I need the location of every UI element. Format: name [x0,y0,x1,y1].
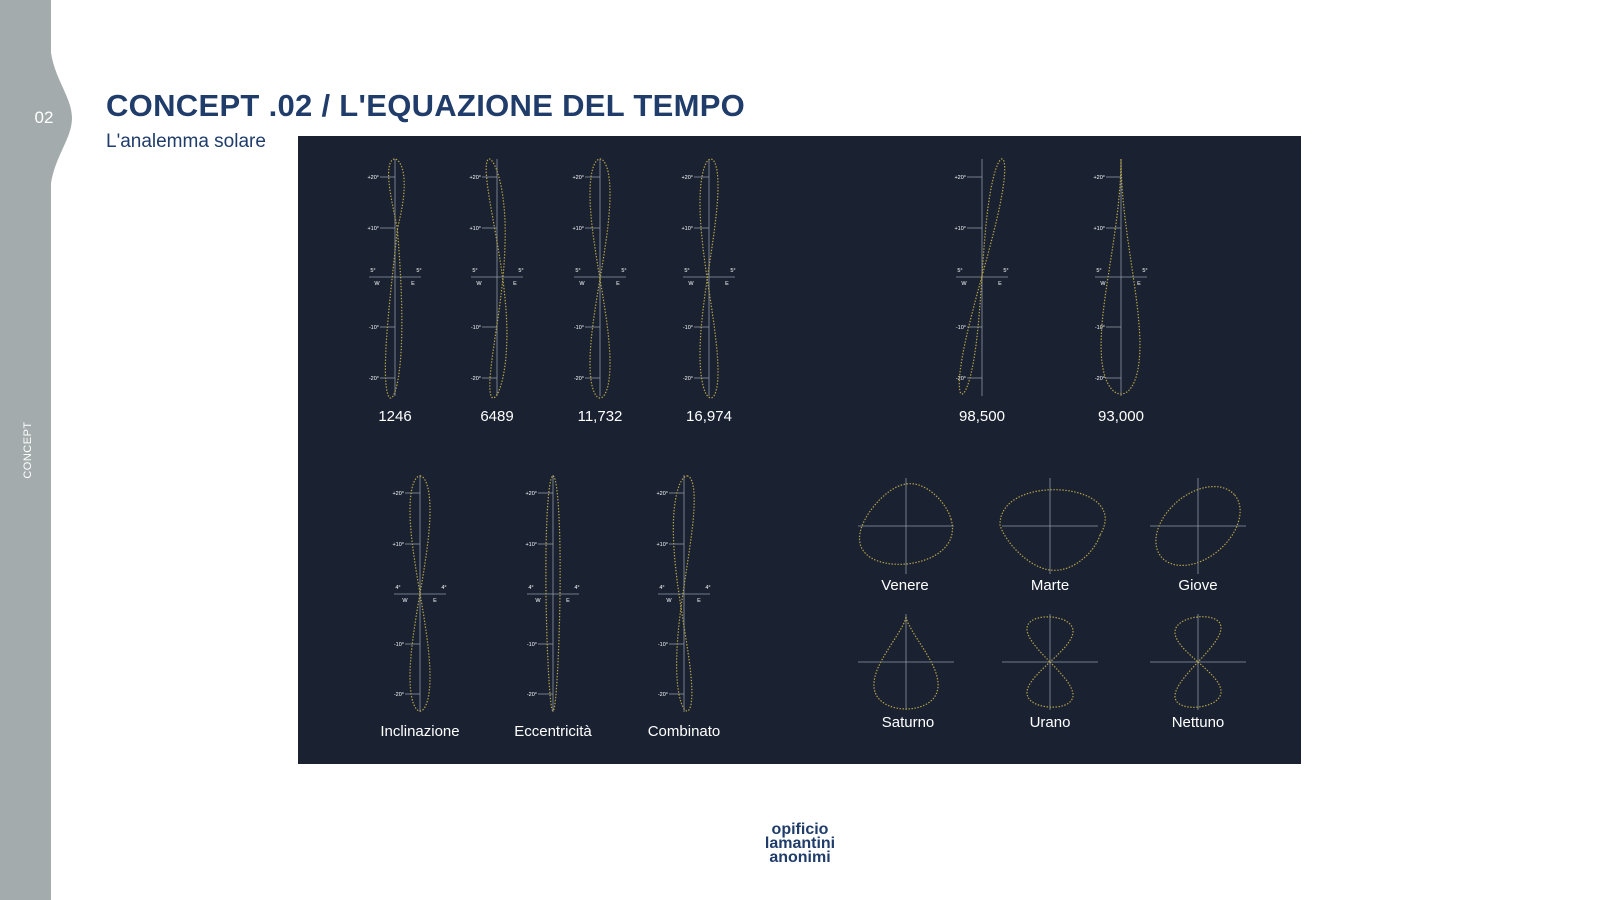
top-analemma-6-east-label: E [1137,281,1141,287]
planet-label: Giove [1178,577,1218,594]
section-label: CONCEPT [22,421,34,479]
top-analemma-1-tick-label: -10° [368,325,379,331]
page-subtitle: L'analemma solare [106,131,266,152]
top-analemma-3-tick-label: -10° [573,325,584,331]
top-analemma-2-ew-tick-w: 5° [472,268,478,274]
component-analemma-label: Combinato [647,723,721,740]
top-analemma-label: 93,000 [1098,408,1144,425]
top-analemma-3-tick-label: +20° [572,175,584,181]
top-analemma-label: 1246 [378,408,412,425]
top-analemma-2-east-label: E [513,281,517,287]
component-analemma-1-ew-tick-w: 4° [395,585,401,591]
top-analemma-6-ew-tick-w: 5° [1096,268,1102,274]
component-analemma-2-tick-label: +10° [525,542,537,548]
top-analemma-1-tick-label: +10° [367,226,379,232]
component-analemma-1-tick-label: +20° [392,491,404,497]
component-analemma-1-east-label: E [433,598,437,604]
top-analemma-3-east-label: E [616,281,620,287]
planet-label: Saturno [881,714,935,731]
planet-label: Urano [1029,714,1071,731]
top-analemma-6-tick-label: +10° [1093,226,1105,232]
top-analemma-4-west-label: W [688,281,694,287]
top-analemma-5-ew-tick-w: 5° [957,268,963,274]
logo-line-1: opificio [771,821,829,838]
top-analemma-1-ew-tick-w: 5° [370,268,376,274]
component-analemma-1-west-label: W [402,598,408,604]
logo [750,823,850,865]
top-analemma-2-tick-label: -10° [470,325,481,331]
top-analemma-6-ew-tick-e: 5° [1142,268,1148,274]
top-analemma-6-tick-label: -20° [1094,376,1105,382]
top-analemma-label: 11,732 [577,408,623,425]
top-analemma-1-ew-tick-e: 5° [416,268,422,274]
component-analemma-2-east-label: E [566,598,570,604]
page-title: CONCEPT .02 / L'EQUAZIONE DEL TEMPO [106,88,746,123]
top-analemma-3-ew-tick-w: 5° [575,268,581,274]
top-analemma-1-tick-label: -20° [368,376,379,382]
component-analemma-3-ew-tick-w: 4° [659,585,665,591]
component-analemma-3-west-label: W [666,598,672,604]
top-analemma-3-tick-label: +10° [572,226,584,232]
top-analemma-4-tick-label: +10° [681,226,693,232]
top-analemma-2-ew-tick-e: 5° [518,268,524,274]
top-analemma-5-tick-label: +20° [954,175,966,181]
figure-background [298,136,1301,764]
top-analemma-6-tick-label: -10° [1094,325,1105,331]
component-analemma-label: Eccentricità [514,723,592,740]
component-analemma-3-tick-label: +10° [656,542,668,548]
top-analemma-3-west-label: W [579,281,585,287]
top-analemma-4-tick-label: +20° [681,175,693,181]
component-analemma-3-tick-label: -20° [657,692,668,698]
top-analemma-label: 16,974 [686,408,732,425]
component-analemma-label: Inclinazione [380,723,460,740]
component-analemma-1-ew-tick-e: 4° [441,585,447,591]
component-analemma-2-tick-label: +20° [525,491,537,497]
top-analemma-1-tick-label: +20° [367,175,379,181]
top-analemma-2-tick-label: +20° [469,175,481,181]
top-analemma-label: 98,500 [959,408,1005,425]
top-analemma-3-ew-tick-e: 5° [621,268,627,274]
top-analemma-3-tick-label: -20° [573,376,584,382]
top-analemma-2-tick-label: -20° [470,376,481,382]
planet-label: Nettuno [1171,714,1225,731]
top-analemma-2-tick-label: +10° [469,226,481,232]
planet-label: Venere [881,577,929,594]
top-analemma-4-ew-tick-e: 5° [730,268,736,274]
top-analemma-1-west-label: W [374,281,380,287]
component-analemma-2-ew-tick-e: 4° [574,585,580,591]
component-analemma-3-tick-label: +20° [656,491,668,497]
sidebar-tab [0,0,80,900]
page-number: 02 [34,108,54,127]
top-analemma-5-east-label: E [998,281,1002,287]
top-analemma-1-east-label: E [411,281,415,287]
planet-label: Marte [1030,577,1070,594]
top-analemma-4-tick-label: -20° [682,376,693,382]
top-analemma-5-tick-label: +10° [954,226,966,232]
top-analemma-4-tick-label: -10° [682,325,693,331]
analemma-figure [298,136,1301,764]
top-analemma-4-east-label: E [725,281,729,287]
logo-line-2: lamantini [764,835,836,852]
logo-line-3: anonimi [769,849,831,866]
component-analemma-2-ew-tick-w: 4° [528,585,534,591]
top-analemma-5-tick-label: -20° [955,376,966,382]
top-analemma-6-tick-label: +20° [1093,175,1105,181]
top-analemma-4-ew-tick-w: 5° [684,268,690,274]
component-analemma-2-tick-label: -10° [526,642,537,648]
top-analemma-5-west-label: W [961,281,967,287]
component-analemma-1-tick-label: -10° [393,642,404,648]
component-analemma-1-tick-label: -20° [393,692,404,698]
top-analemma-label: 6489 [480,408,514,425]
component-analemma-1-tick-label: +10° [392,542,404,548]
component-analemma-2-west-label: W [535,598,541,604]
component-analemma-3-ew-tick-e: 4° [705,585,711,591]
top-analemma-2-west-label: W [476,281,482,287]
component-analemma-3-tick-label: -10° [657,642,668,648]
component-analemma-3-east-label: E [697,598,701,604]
top-analemma-5-tick-label: -10° [955,325,966,331]
component-analemma-2-tick-label: -20° [526,692,537,698]
top-analemma-5-ew-tick-e: 5° [1003,268,1009,274]
top-analemma-6-west-label: W [1100,281,1106,287]
